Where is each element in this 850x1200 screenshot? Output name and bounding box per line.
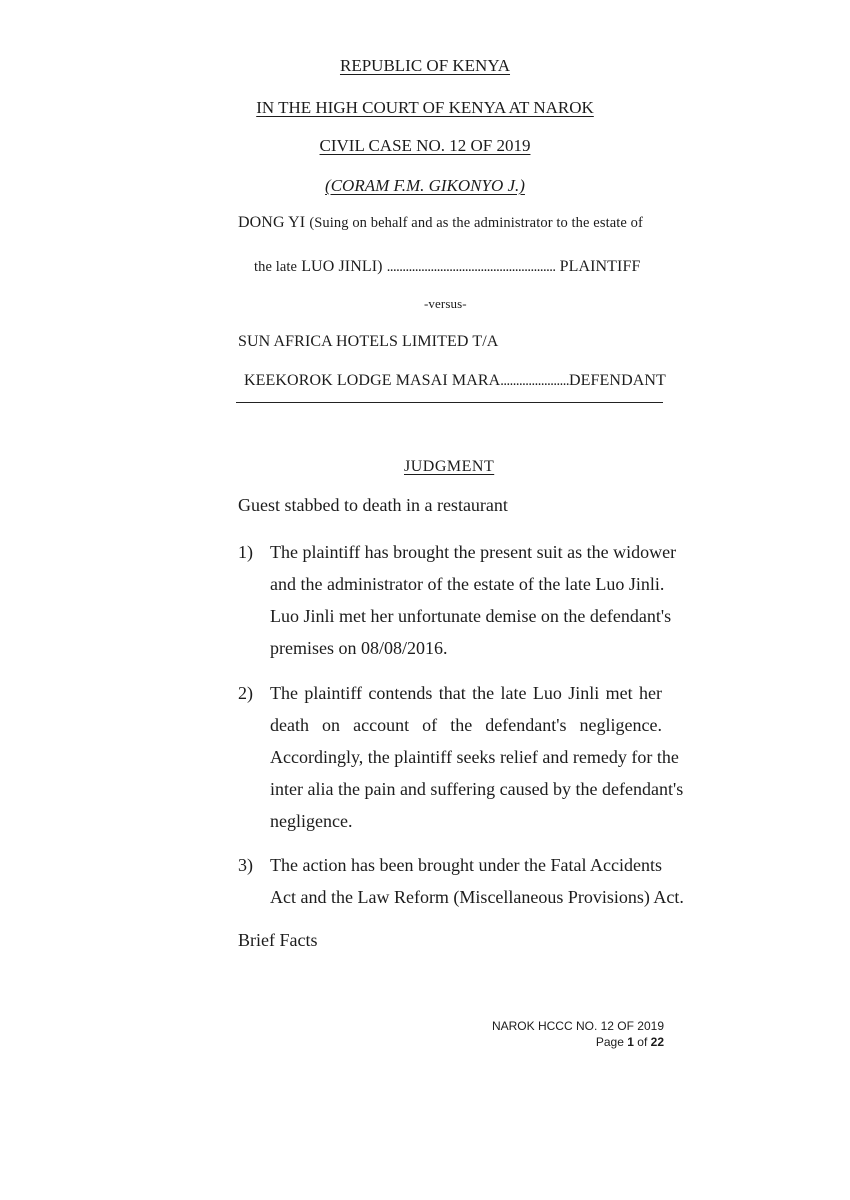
brief-facts-heading: Brief Facts (238, 930, 318, 950)
page-label: Page (595, 1035, 624, 1049)
page-indicator (492, 1034, 664, 1050)
defendant-line-2 (244, 372, 666, 390)
paragraph-line: The plaintiff contends that the late Luo Jinli met her (270, 683, 662, 703)
page-total: 22 (650, 1035, 664, 1049)
coram: (CORAM F.M. GIKONYO J.) (325, 176, 525, 195)
page-footer (492, 1018, 664, 1050)
court-heading: IN THE HIGH COURT OF KENYA AT NAROK (256, 98, 594, 117)
page-number: 1 (627, 1035, 634, 1049)
plaintiff-name: DONG YI (238, 214, 306, 231)
plaintiff-description: (Suing on behalf and as the administrator to the estate of (309, 215, 643, 231)
plaintiff-line-1 (238, 214, 643, 232)
paragraph-2 (270, 677, 684, 837)
subheading: Guest stabbed to death in a restaurant (238, 495, 508, 515)
plaintiff-late: the late (254, 259, 298, 275)
footer-case-ref: NAROK HCCC NO. 12 OF 2019 (491, 1019, 664, 1033)
plaintiff-line-2 (254, 258, 641, 276)
paragraph-line: inter alia the pain and suffering caused by the defendant's (270, 779, 684, 799)
paragraph-number: 3) (238, 855, 253, 875)
paragraph-1 (270, 536, 677, 664)
paragraph-line: and the administrator of the estate of the late Luo Jinli. (270, 574, 665, 594)
separator-rule (236, 402, 663, 403)
paragraph-line: The plaintiff has brought the present suit as the widower (270, 542, 677, 562)
paragraph-line: Act and the Law Reform (Miscellaneous Provisions) Act. (270, 887, 684, 907)
defendant-name: KEEKOROK LODGE MASAI MARA (244, 372, 501, 389)
defendant-role: DEFENDANT (569, 372, 666, 389)
plaintiff-dots: ...................................................... (386, 259, 556, 275)
paragraph-line: Accordingly, the plaintiff seeks relief and remedy for the (270, 747, 679, 767)
paragraph-line: premises on 08/08/2016. (270, 638, 448, 658)
paragraph-line: death on account of the defendant's negligence. (270, 715, 662, 735)
deceased-name: LUO JINLI) (301, 258, 383, 275)
republic-heading: REPUBLIC OF KENYA (339, 56, 511, 75)
versus: -versus- (424, 296, 467, 311)
paragraph-line: The action has been brought under the Fatal Accidents (270, 855, 662, 875)
plaintiff-role: PLAINTIFF (559, 258, 641, 275)
defendant-line-1: SUN AFRICA HOTELS LIMITED T/A (238, 333, 499, 350)
defendant-dots: ...................... (500, 373, 570, 389)
paragraph-line: negligence. (270, 811, 353, 831)
of-label: of (637, 1035, 648, 1049)
judgment-title: JUDGMENT (404, 458, 495, 475)
paragraph-number: 1) (238, 542, 253, 562)
paragraph-number: 2) (238, 683, 253, 703)
case-number: CIVIL CASE NO. 12 OF 2019 (319, 136, 531, 155)
paragraph-line: Luo Jinli met her unfortunate demise on the defendant's (270, 606, 672, 626)
paragraph-3 (270, 849, 684, 913)
